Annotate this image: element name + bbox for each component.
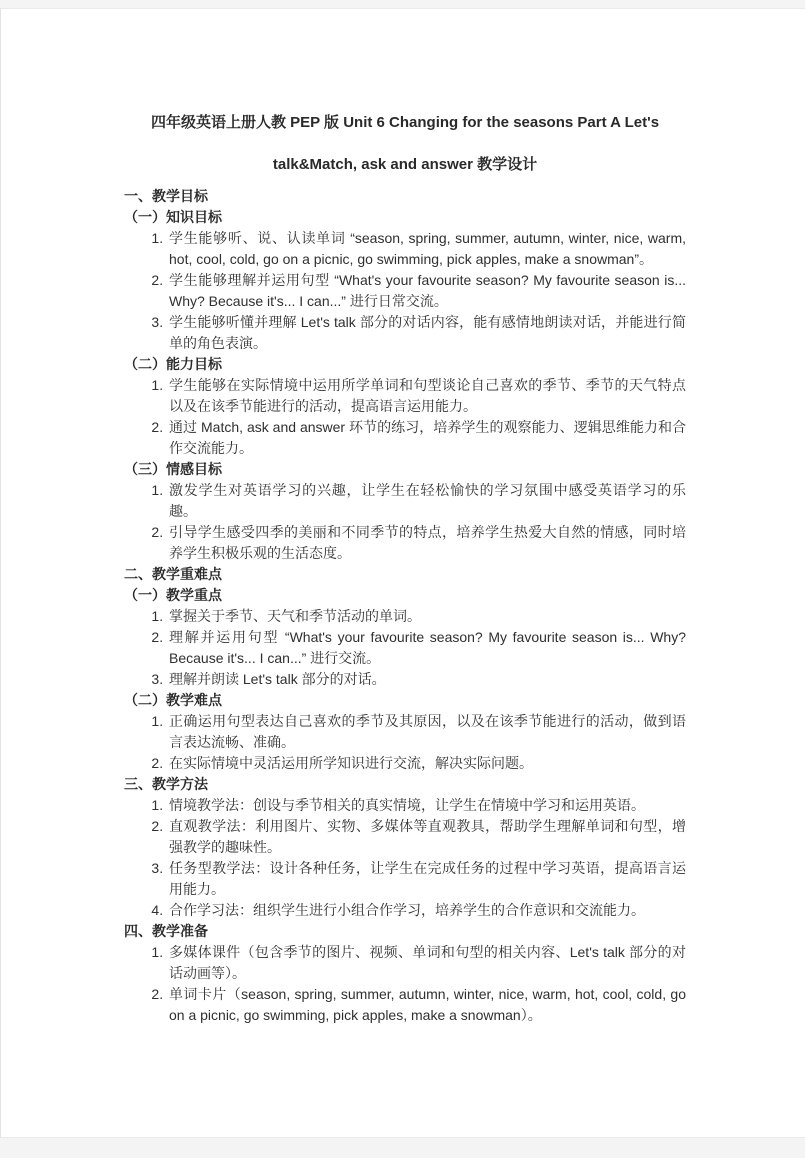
list-item: 1. 掌握关于季节、天气和季节活动的单词。 [167,606,686,627]
list-item: 3. 任务型教学法：设计各种任务，让学生在完成任务的过程中学习英语，提高语言运用能力。 [167,858,686,900]
sub-heading-1-3: （三）情感目标 [124,461,222,477]
document-title [124,102,686,186]
title-line-1: 四年级英语上册人教 PEP 版 Unit 6 Changing for the seasons Part A Let's [150,114,660,131]
sub-section-2-2-items [124,711,686,774]
sub-heading-1-1: （一）知识目标 [124,209,222,225]
section-3-items [124,795,686,921]
sub-heading-2-1: （一）教学重点 [124,587,222,603]
list-item: 4. 合作学习法：组织学生进行小组合作学习，培养学生的合作意识和交流能力。 [167,900,686,921]
list-item: 1. 正确运用句型表达自己喜欢的季节及其原因，以及在该季节能进行的活动，做到语言表达流畅、准确。 [167,711,686,753]
document-outline [124,186,686,1026]
section-4-items [124,942,686,1026]
section-heading-4: 四、教学准备 [124,923,208,939]
sub-heading-2-2: （二）教学难点 [124,692,222,708]
sub-section-1-3-items [124,480,686,564]
list-item: 1. 多媒体课件（包含季节的图片、视频、单词和句型的相关内容、Let's talk 部分的对话动画等）。 [167,942,686,984]
list-item: 2. 学生能够理解并运用句型 “What's your favourite season? My favourite season is... Why? Because it's... I can...” 进行日常交流。 [167,270,686,312]
list-item: 1. 学生能够听、说、认读单词 “season, spring, summer, autumn, winter, nice, warm, hot, cool, cold, go on a picnic, go swimming, pick apples, make a snowman”。 [167,228,686,270]
list-item: 2. 直观教学法：利用图片、实物、多媒体等直观教具，帮助学生理解单词和句型，增强教学的趣味性。 [167,816,686,858]
document-page [0,8,805,1138]
sub-section-2-1-items [124,606,686,690]
sub-heading-1-2: （二）能力目标 [124,356,222,372]
list-item: 3. 学生能够听懂并理解 Let's talk 部分的对话内容，能有感情地朗读对话，并能进行简单的角色表演。 [167,312,686,354]
section-heading-1: 一、教学目标 [124,188,208,204]
list-item: 2. 在实际情境中灵活运用所学知识进行交流，解决实际问题。 [167,753,686,774]
list-item: 1. 学生能够在实际情境中运用所学单词和句型谈论自己喜欢的季节、季节的天气特点以及在该季节能进行的活动，提高语言运用能力。 [167,375,686,417]
list-item: 3. 理解并朗读 Let's talk 部分的对话。 [167,669,686,690]
section-heading-3: 三、教学方法 [124,776,208,792]
list-item: 2. 理解并运用句型 “What's your favourite season? My favourite season is... Why? Because it's... I can...” 进行交流。 [167,627,686,669]
list-item: 2. 单词卡片（season, spring, summer, autumn, winter, nice, warm, hot, cool, cold, go on a picnic, go swimming, pick apples, make a snowman）。 [167,984,686,1026]
list-item: 2. 通过 Match, ask and answer 环节的练习，培养学生的观察能力、逻辑思维能力和合作交流能力。 [167,417,686,459]
list-item: 2. 引导学生感受四季的美丽和不同季节的特点，培养学生热爱大自然的情感，同时培养学生积极乐观的生活态度。 [167,522,686,564]
list-item: 1. 情境教学法：创设与季节相关的真实情境，让学生在情境中学习和运用英语。 [167,795,686,816]
title-line-2: talk&Match, ask and answer 教学设计 [272,156,538,173]
sub-section-1-1-items [124,228,686,354]
section-heading-2: 二、教学重难点 [124,566,222,582]
sub-section-1-2-items [124,375,686,459]
list-item: 1. 激发学生对英语学习的兴趣，让学生在轻松愉快的学习氛围中感受英语学习的乐趣。 [167,480,686,522]
